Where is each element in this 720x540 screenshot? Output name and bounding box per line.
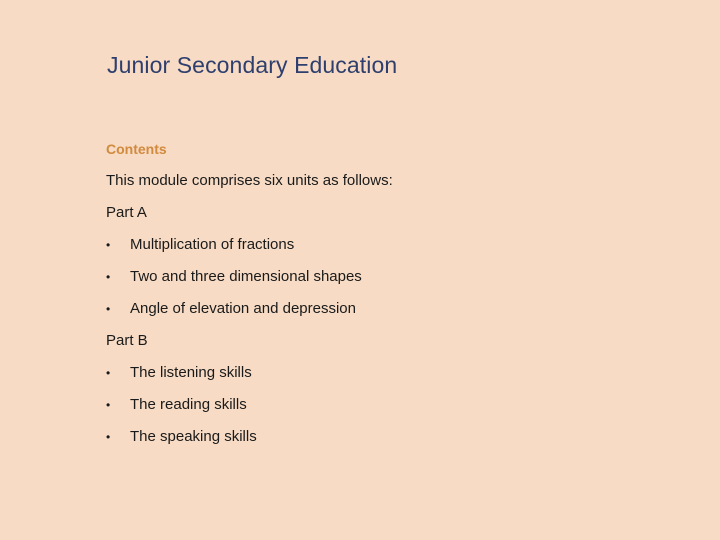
bullet-icon: • (106, 398, 111, 412)
list-item (106, 426, 666, 458)
intro-text: This module comprises six units as follows: (106, 172, 393, 189)
slide-title: Junior Secondary Education (107, 52, 398, 78)
list-item-text: Angle of elevation and depression (130, 300, 356, 317)
bullet-icon: • (106, 270, 111, 284)
list-item (106, 394, 666, 426)
part-a-label: Part A (106, 204, 147, 221)
list-item (106, 234, 666, 266)
slide-body (106, 138, 666, 458)
list-item-text: Two and three dimensional shapes (130, 268, 362, 285)
list-item (106, 266, 666, 298)
list-item (106, 298, 666, 330)
list-item-text: The reading skills (130, 396, 247, 413)
contents-heading: Contents (106, 141, 167, 157)
list-item (106, 362, 666, 394)
bullet-icon: • (106, 238, 111, 252)
list-item-text: The speaking skills (130, 428, 257, 445)
list-item-text: Multiplication of fractions (130, 236, 295, 253)
list-item-text: The listening skills (130, 364, 252, 381)
part-b-label: Part B (106, 332, 148, 349)
bullet-icon: • (106, 430, 111, 444)
bullet-icon: • (106, 366, 111, 380)
bullet-icon: • (106, 302, 111, 316)
